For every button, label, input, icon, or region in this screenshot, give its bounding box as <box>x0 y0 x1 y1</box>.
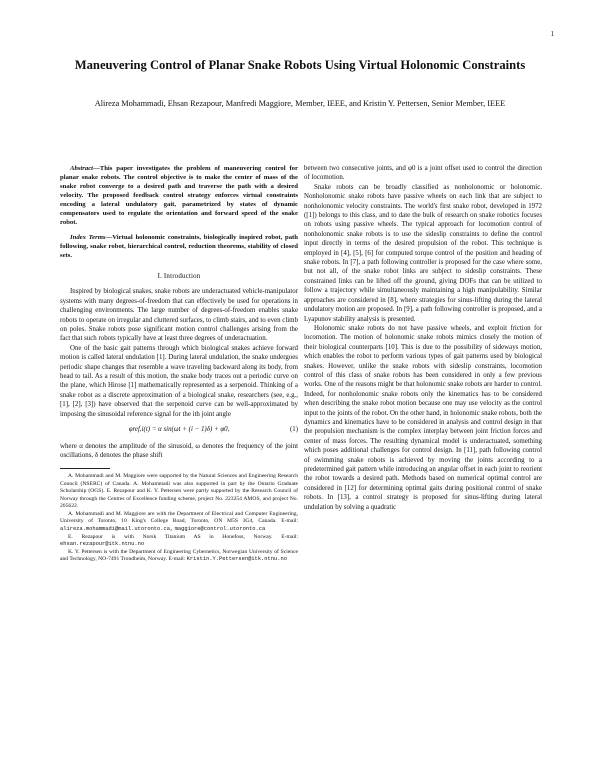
equation-text: φref,i(t) = α sin(ωt + (i − 1)δ) + φ0, <box>128 426 230 434</box>
body-paragraph: Snake robots can be broadly classified as nonholonomic or holonomic. Nonholonomic snake robots have passive wheels on each link that are subject to nonholonomic velocity constraints. The world's first snake robot, developed in 1972 ([1]) belongs to this class, and to date the bulk of research on snake robotics focuses on robots using passive wheels. The typical approach for locomotion control of nonholonomic snake robots is to use the sideslip constraints to define the control input directly in terms of the desired propulsion of the robot. This technique is employed in [4], [5], [6] for computed torque control of the position and heading of snake robots. In [7], a path following controller is proposed for the case where some, but not all, of the snake robot links are subject to sideslip constraints. These constrained links can be lifted off the ground, giving DOFs that can be utilized to follow a trajectory while simultaneously maintaining a high manipulability. Similar approaches are considered in [8], where strategies for sinus-lifting during the lateral undulatory motion are proposed. In [9], a path following controller is proposed, and a Lyapunov stability analysis is presented. <box>304 183 542 323</box>
equation-1 <box>60 425 298 434</box>
body-paragraph: Holonomic snake robots do not have passive wheels, and exploit friction for locomotion. The motion of holonomic snake robots mimics closely the motion of their biological counterparts [10]. This is due to the possibility of sideways motion, which enables the robot to perform various types of gait patterns used by biological snakes. However, unlike the snake robots with sideslip constraints, locomotion control of this class of snake robots has been considered in only a few previous works. One of the reasons might be that holonomic snake robots are harder to control. Indeed, for nonholonomic snake robots only the kinematics has to be considered when describing the snake robot motion because one may use velocity as the control input to the joints of the robot. On the other hand, in holonomic snake robots, both the dynamics and kinematics have to be considered in analysis and control design in that the propulsion mechanism is the complex interplay between joint friction forces and center of mass forces. The resulting dynamical model is underactuated, something which poses additional challenges for control design. In [11], path following control of swimming snake robots is achieved by moving the joints according to a predetermined gait pattern while introducing an angular offset in each joint to reorient the robot towards a desired path. Methods based on numerical optimal control are considered in [12] for determining optimal gaits during positional control of snake robots. In [13], a control strategy is proposed for sinus-lifting during lateral undulation by solving a quadratic <box>304 324 542 511</box>
equation-number: (1) <box>289 426 298 434</box>
abstract <box>60 164 298 227</box>
paragraph-after-equation: where α denotes the amplitude of the sinusoid, ω denotes the frequency of the joint oscillations, δ denotes the phase shift <box>60 442 298 459</box>
footnote: E. Rezapour is with Norsk Titanium AS in Honefoss, Norway. E-mail: ehsan.rezapour@itk.ntnu.no <box>60 533 298 547</box>
footnote: A. Mohammadi and M. Maggiore are with the Department of Electrical and Computer Engineering, University of Toronto, 10 King's College Road, Toronto, ON M5S 3G4, Canada. E-mail: alireza.mohammadi@mail.utoronto.ca, maggiore@control.utoronto.ca <box>60 510 298 532</box>
page-number: 1 <box>550 30 554 38</box>
email-link[interactable]: Kristin.Y.Pettersen@itk.ntnu.no <box>186 556 287 563</box>
index-terms-text: —Virtual holonomic constraints, biologically inspired robot, path following, snake robot, hierarchical control, reduction theorems, stability of closed sets. <box>60 234 298 259</box>
intro-paragraph: Inspired by biological snakes, snake robots are underactuated vehicle-manipulator systems with many degrees-of-freedom that can effectively be used for operations in challenging environments. The large number of degrees-of-freedom enables snake robots to operate on irregular and cluttered surfaces, to climb stairs, and to even climb on poles. Snake robots pose significant motion control challenges arising from the fact that such robots typically have at least three degrees of underactuation. <box>60 288 298 343</box>
section-heading: I. Introduction <box>157 273 201 280</box>
email-link[interactable]: ehsan.rezapour@itk.ntnu.no <box>60 540 145 547</box>
abstract-label: Abstract <box>70 165 94 172</box>
paper-title: Maneuvering Control of Planar Snake Robots Using Virtual Holonomic Constraints <box>74 58 526 72</box>
abstract-text: —This paper investigates the problem of maneuvering control for planar snake robots. The control objective is to make the center of mass of the snake robot converge to a desired path and traverse the path with a desired velocity. The proposed feedback control strategy enforces virtual constraints encoding a lateral undulatory gait, parametrized by states of dynamic compensators used to regulate the orientation and forward speed of the snake robot. <box>60 165 298 226</box>
email-link[interactable]: maggiore@control.utoronto.ca <box>174 525 266 532</box>
index-terms-label: Index Terms <box>70 234 106 241</box>
right-column <box>304 164 542 512</box>
footnote-rule <box>60 468 110 469</box>
body-paragraph: between two consecutive joints, and φ0 is a joint offset used to control the direction of locomotion. <box>304 165 542 182</box>
author-list: Alireza Mohammadi, Ehsan Rezapour, Manfredi Maggiore, Member, IEEE, and Kristin Y. Pettersen, Senior Member, IEEE <box>94 99 506 108</box>
email-link[interactable]: alireza.mohammadi@mail.utoronto.ca, <box>60 525 174 532</box>
index-terms <box>60 233 298 260</box>
footnote: K. Y. Pettersen is with the Department of Engineering Cybernetics, Norwegian University of Science and Technology, NO-7491 Trondheim, Norway. E-mail: Kristin.Y.Pettersen@itk.ntnu.no <box>60 548 298 563</box>
left-column <box>60 164 298 564</box>
intro-paragraph: One of the basic gait patterns through which biological snakes achieve forward motion is called lateral undulation [1]. During lateral undulation, the snake undergoes periodic shape changes that resemble a wave traveling backward along its body, from head to tail. As a result of this motion, the snake body traces out a periodic curve on the plane, which Hirose [1] mathematically represented as a serpenoid. Thinking of a snake robot as a discrete approximation of a biological snake, researchers (see, e.g.,[1], [2], [3]) have observed that the serpenoid curve can be well-approximated by imposing the sinusoidal reference signal for the ith joint angle <box>60 344 298 418</box>
footnote: A. Mohammadi and M. Maggiore were supported by the Natural Sciences and Engineering Research Council (NSERC) of Canada. A. Mohammadi was also supported in part by the Ontario Graduate Scholarship (OGS). E. Rezapour and K. Y. Pettersen were partly supported by the Research Council of Norway through the Centres of Excellence funding scheme, project No. 223254 AMOS, and project No. 205622. <box>60 473 298 509</box>
